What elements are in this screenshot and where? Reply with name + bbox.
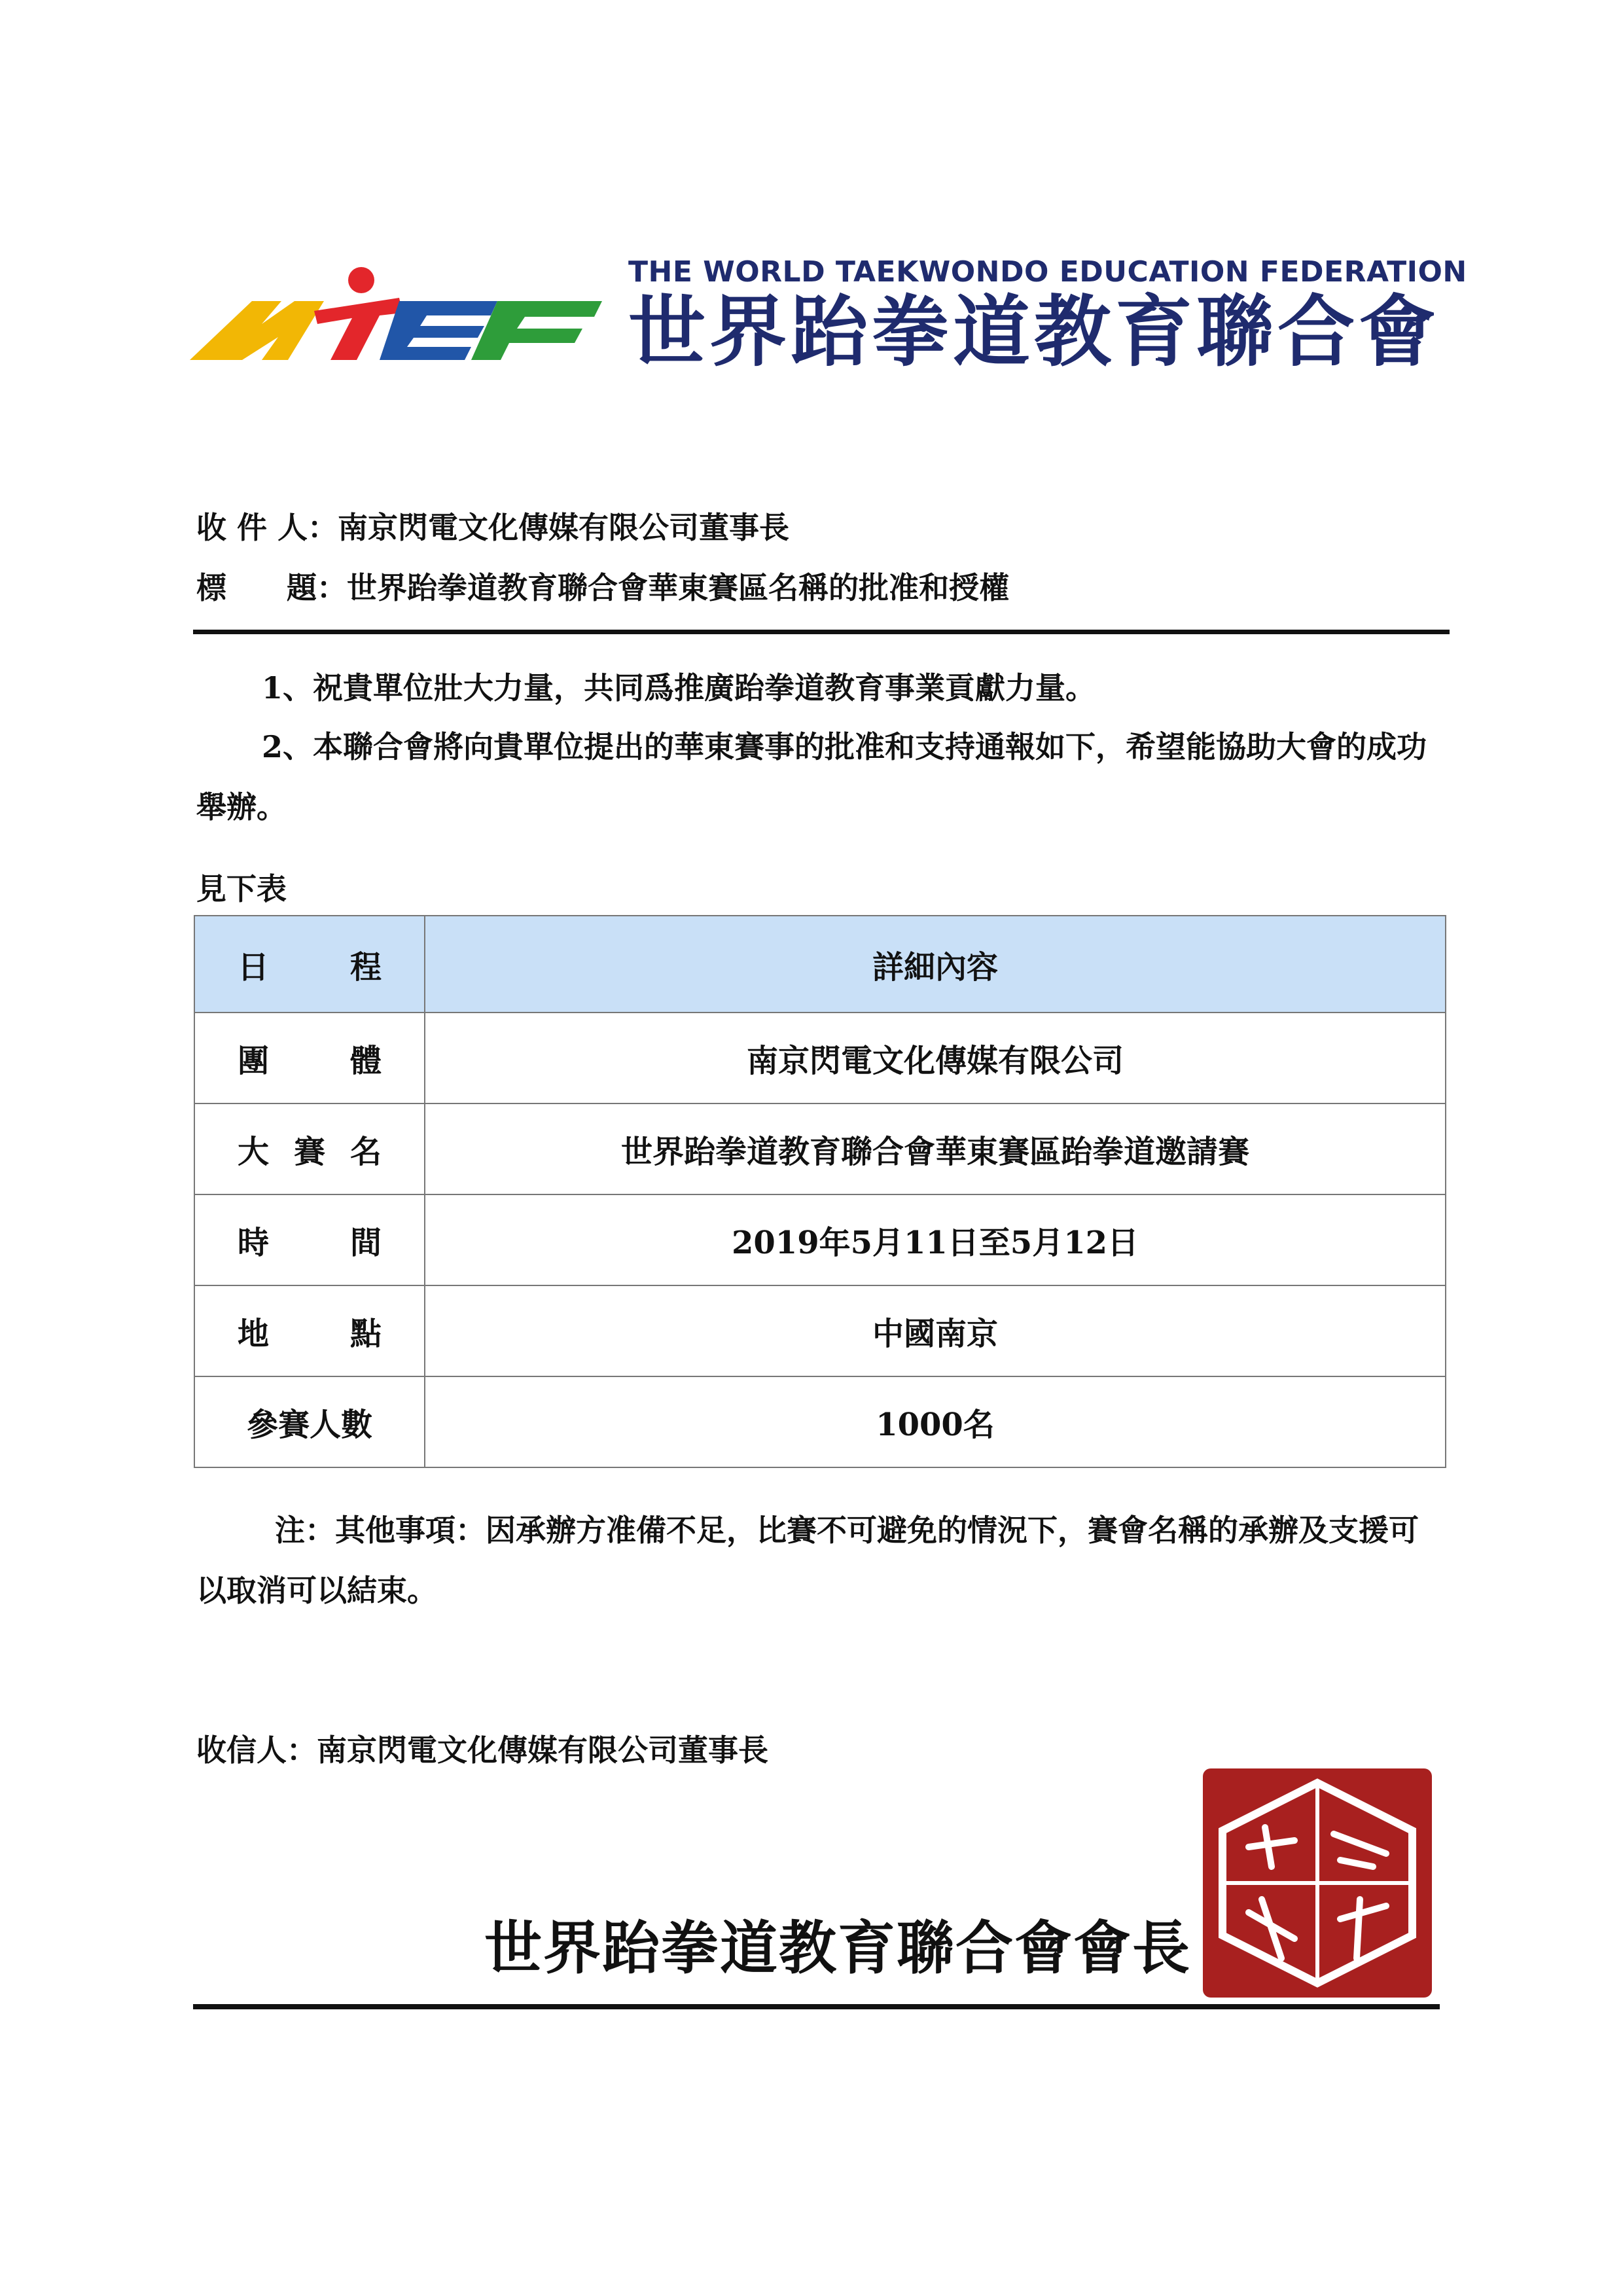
row-key-char: 點 (349, 1316, 382, 1352)
org-name-en: THE WORLD TAEKWONDO EDUCATION FEDERATION (628, 255, 1467, 289)
row-key-char: 間 (349, 1225, 382, 1261)
receiver-line: 收信人：南京閃電文化傳媒有限公司董事長 (196, 1732, 768, 1768)
row-value-cell: 中國南京 (425, 1285, 1446, 1376)
row-value-cell: 1000名 (425, 1376, 1446, 1467)
header-key-char: 日 (238, 948, 270, 986)
signature-title: 世界跆拳道教育聯合會會長 (484, 1914, 1192, 1982)
paragraph-2: 2、本聯合會將向貴單位提出的華東賽事的批准和支持通報如下，希望能協助大會的成功舉辦。 (196, 729, 1427, 825)
table-row (194, 1103, 1446, 1194)
row-key-cell (194, 1103, 425, 1194)
table-row (194, 1013, 1446, 1103)
row-value-cell: 南京閃電文化傳媒有限公司 (425, 1013, 1446, 1103)
header-value-cell: 詳細內容 (425, 916, 1446, 1013)
see-table-label: 見下表 (196, 871, 287, 906)
table-row (194, 1285, 1446, 1376)
subject-value: 世界跆拳道教育聯合會華東賽區名稱的批准和授權 (347, 570, 1009, 605)
row-key-char: 體 (349, 1043, 382, 1079)
table-header-row (194, 916, 1446, 1013)
row-key-text: 參賽人數 (246, 1407, 372, 1443)
header-key-char: 程 (349, 948, 382, 986)
row-key-cell (194, 1376, 425, 1467)
row-value-cell: 2019年5月11日至5月12日 (425, 1194, 1446, 1285)
subject-line (196, 564, 1009, 607)
row-key-cell (194, 1285, 425, 1376)
subject-label: 標 題： (196, 570, 347, 605)
row-key-cell (194, 1013, 425, 1103)
recipient-label: 收 件 人： (196, 510, 338, 545)
note-paragraph: 注：其他事項：因承辦方准備不足，比賽不可避免的情況下，賽會名稱的承辦及支援可以取消可以結束。 (196, 1513, 1419, 1608)
recipient-value: 南京閃電文化傳媒有限公司董事長 (338, 510, 790, 545)
paragraph-1: 1、祝貴單位壯大力量，共同爲推廣跆拳道教育事業貢獻力量。 (262, 670, 1096, 706)
row-key-char: 地 (238, 1316, 270, 1352)
row-key-char: 賽 (293, 1134, 325, 1170)
row-key-cell (194, 1194, 425, 1285)
row-value-cell: 世界跆拳道教育聯合會華東賽區跆拳道邀請賽 (425, 1103, 1446, 1194)
row-key-char: 團 (238, 1043, 270, 1079)
official-seal (1203, 1768, 1432, 1998)
header-key-cell (194, 916, 425, 1013)
table-row (194, 1376, 1446, 1467)
bottom-divider (193, 2004, 1440, 2009)
row-key-char: 大 (238, 1134, 270, 1170)
row-key-char: 名 (349, 1134, 382, 1170)
row-key-char: 時 (238, 1225, 270, 1261)
recipient-line (196, 504, 789, 547)
wtef-logo (190, 262, 609, 373)
table-row (194, 1194, 1446, 1285)
top-divider (193, 630, 1450, 634)
event-details-table (194, 915, 1446, 1468)
org-name-zh: 世界跆拳道教育聯合會 (628, 286, 1440, 377)
